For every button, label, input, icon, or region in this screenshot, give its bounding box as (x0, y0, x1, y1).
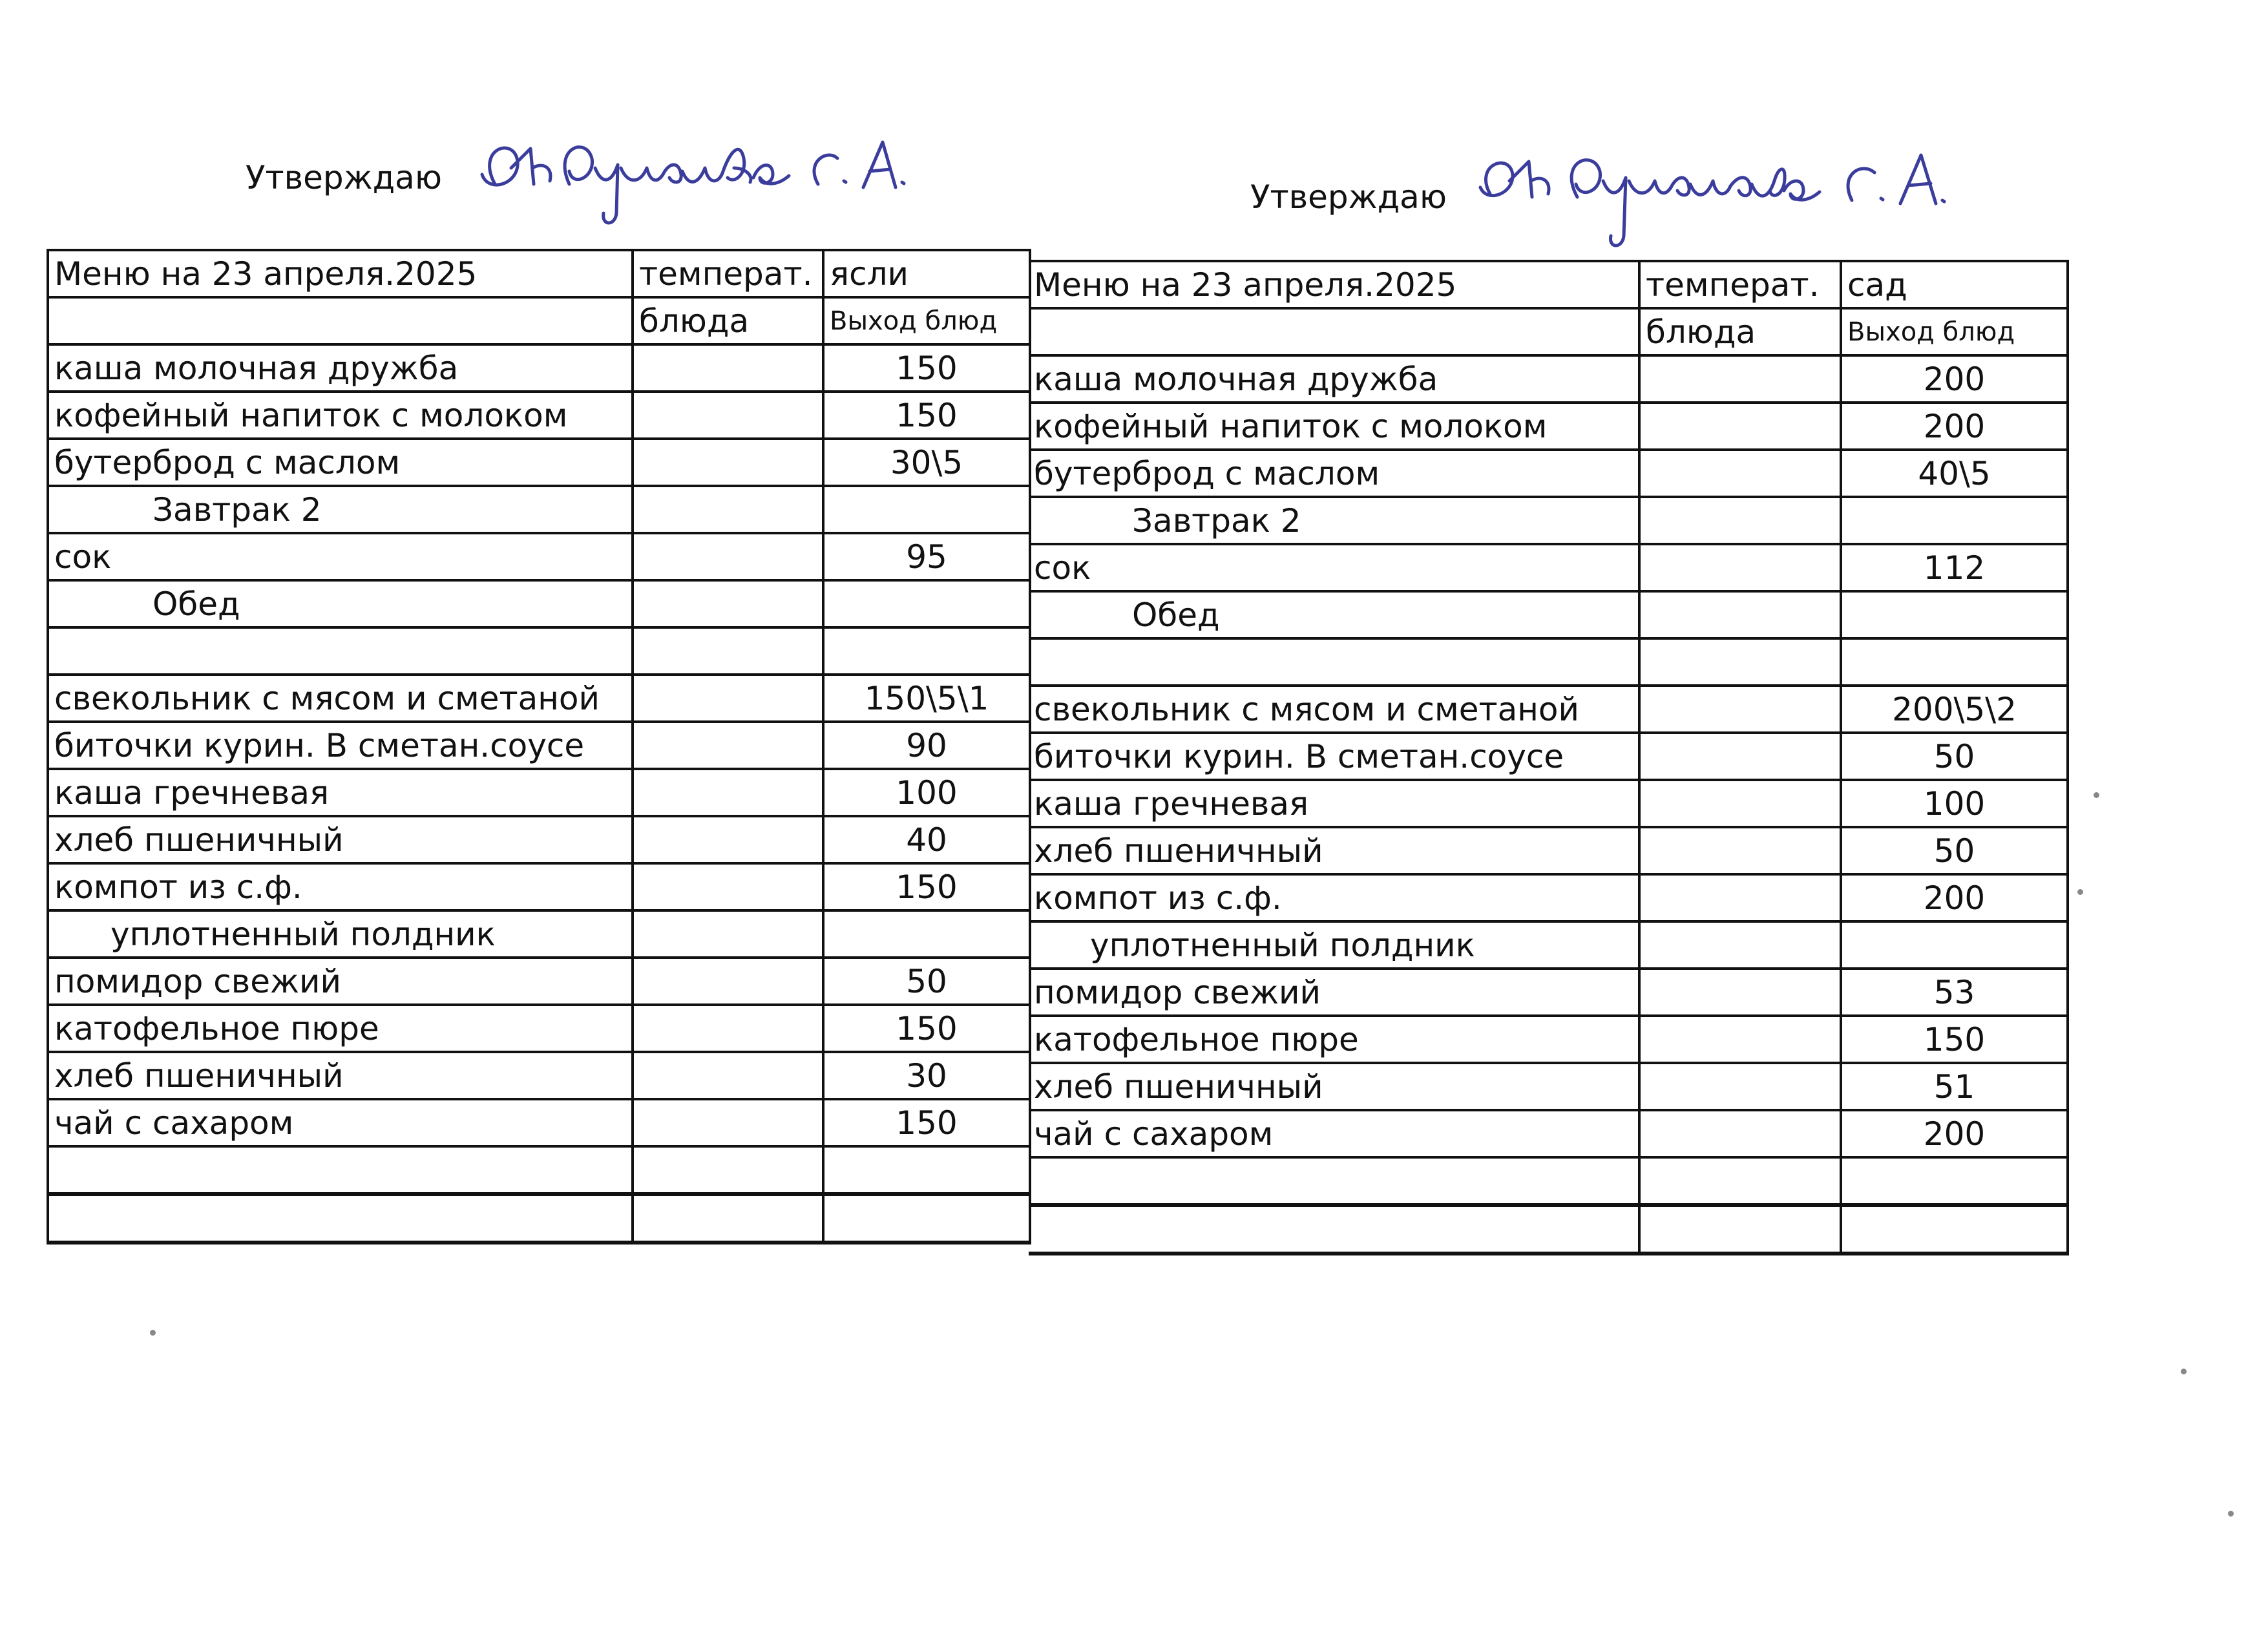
dish-yield: 30 (823, 1052, 1030, 1099)
dish-name: хлеб пшеничный (48, 816, 633, 863)
scan-speck (2228, 1511, 2234, 1517)
table-row (1029, 827, 2068, 874)
dish-name: катофельное пюре (48, 1005, 633, 1052)
dish-temp (1639, 969, 1841, 1016)
table-row (48, 863, 1030, 910)
table-row (1029, 1157, 2068, 1205)
table-row (1029, 1063, 2068, 1110)
dish-yield (1841, 1205, 2068, 1254)
dish-yield: 53 (1841, 969, 2068, 1016)
table-row (48, 675, 1030, 722)
dish-name: помидор свежий (1029, 969, 1639, 1016)
dish-name (48, 627, 633, 675)
dish-name: биточки курин. В сметан.соусе (48, 722, 633, 769)
dish-temp (1639, 780, 1841, 827)
table-row (1029, 780, 2068, 827)
dish-yield (1841, 1157, 2068, 1205)
dish-yield (1841, 591, 2068, 638)
dish-temp (633, 1194, 823, 1243)
table-row (1029, 403, 2068, 450)
table-row (48, 627, 1030, 675)
dish-yield: 90 (823, 722, 1030, 769)
approval-label: Утверждаю (246, 159, 442, 196)
dish-yield: 150 (823, 344, 1030, 392)
table-row (1029, 355, 2068, 403)
dish-yield: 150 (823, 863, 1030, 910)
dish-yield (823, 910, 1030, 958)
table-row (48, 1146, 1030, 1194)
dish-temp (1639, 497, 1841, 544)
signature-left (456, 123, 947, 233)
dish-name: свекольник с мясом и сметаной (1029, 686, 1639, 733)
dish-name: биточки курин. В сметан.соусе (1029, 733, 1639, 780)
dish-name: компот из с.ф. (1029, 874, 1639, 921)
section-title: уплотненный полдник (48, 910, 633, 958)
dish-yield: 100 (1841, 780, 2068, 827)
dish-temp (633, 1099, 823, 1146)
dish-temp (633, 533, 823, 580)
dish-name: хлеб пшеничный (48, 1052, 633, 1099)
dish-temp (633, 392, 823, 439)
dish-temp (633, 439, 823, 486)
temp-header: блюда (1639, 308, 1841, 355)
dish-name: чай с сахаром (1029, 1110, 1639, 1157)
table-row (1029, 1110, 2068, 1157)
dish-yield (823, 627, 1030, 675)
dish-name: свекольник с мясом и сметаной (48, 675, 633, 722)
dish-temp (633, 675, 823, 722)
table-row (1029, 450, 2068, 497)
dish-yield (823, 580, 1030, 627)
table-row (48, 958, 1030, 1005)
table-row (48, 722, 1030, 769)
dish-temp (633, 958, 823, 1005)
dish-temp (633, 769, 823, 816)
dish-yield (1841, 638, 2068, 686)
section-row (48, 486, 1030, 533)
dish-yield: 50 (1841, 733, 2068, 780)
header-row (1029, 308, 2068, 355)
temp-header: блюда (633, 297, 823, 344)
dish-name: катофельное пюре (1029, 1016, 1639, 1063)
table-row (1029, 1205, 2068, 1254)
dish-temp (633, 344, 823, 392)
dish-yield: 150 (823, 1005, 1030, 1052)
dish-name: помидор свежий (48, 958, 633, 1005)
dish-name: компот из с.ф. (48, 863, 633, 910)
table-row (48, 1005, 1030, 1052)
dish-yield: 40 (823, 816, 1030, 863)
dish-temp (1639, 1157, 1841, 1205)
scan-speck (150, 1330, 156, 1336)
dish-name (1029, 1157, 1639, 1205)
table-row (1029, 733, 2068, 780)
table-row (48, 439, 1030, 486)
dish-temp (1639, 686, 1841, 733)
dish-yield: 150 (823, 392, 1030, 439)
dish-temp (1639, 450, 1841, 497)
section-title: Обед (1029, 591, 1639, 638)
table-row (1029, 969, 2068, 1016)
table-row (48, 1194, 1030, 1243)
dish-yield: 200 (1841, 1110, 2068, 1157)
dish-yield: 50 (823, 958, 1030, 1005)
table-row (48, 1099, 1030, 1146)
dish-temp (633, 1052, 823, 1099)
dish-yield: 100 (823, 769, 1030, 816)
signature-right (1461, 139, 1978, 255)
header-row (1029, 261, 2068, 308)
scan-speck (2094, 792, 2099, 798)
dish-temp (633, 722, 823, 769)
dish-name: каша гречневая (48, 769, 633, 816)
dish-name: сок (1029, 544, 1639, 591)
menu-table-kindergarten (1029, 260, 2069, 1255)
dish-temp (1639, 1205, 1841, 1254)
dish-temp (1639, 544, 1841, 591)
dish-temp (633, 1146, 823, 1194)
dish-name: каша молочная дружба (1029, 355, 1639, 403)
dish-yield: 95 (823, 533, 1030, 580)
yield-header: Выход блюд (823, 297, 1030, 344)
dish-yield (1841, 497, 2068, 544)
table-row (1029, 874, 2068, 921)
dish-yield: 51 (1841, 1063, 2068, 1110)
dish-temp (1639, 403, 1841, 450)
dish-name: сок (48, 533, 633, 580)
section-row (48, 910, 1030, 958)
dish-temp (1639, 355, 1841, 403)
dish-name: бутерброд с маслом (48, 439, 633, 486)
temp-header: температ. (1639, 261, 1841, 308)
dish-yield (1841, 921, 2068, 969)
table-row (1029, 1016, 2068, 1063)
dish-temp (633, 863, 823, 910)
dish-yield (823, 1194, 1030, 1243)
table-row (48, 344, 1030, 392)
dish-temp (633, 486, 823, 533)
table-row (48, 392, 1030, 439)
dish-temp (1639, 1016, 1841, 1063)
dish-temp (1639, 591, 1841, 638)
table-row (1029, 544, 2068, 591)
dish-yield: 150 (823, 1099, 1030, 1146)
dish-temp (1639, 1063, 1841, 1110)
approval-label: Утверждаю (1250, 178, 1447, 216)
dish-temp (633, 627, 823, 675)
dish-yield: 200\5\2 (1841, 686, 2068, 733)
group-header: ясли (823, 250, 1030, 297)
section-title: Завтрак 2 (48, 486, 633, 533)
table-row (1029, 638, 2068, 686)
section-title: уплотненный полдник (1029, 921, 1639, 969)
dish-yield: 200 (1841, 355, 2068, 403)
section-row (1029, 921, 2068, 969)
scan-speck (2181, 1369, 2187, 1374)
dish-temp (633, 1005, 823, 1052)
approval-left (246, 123, 947, 233)
dish-temp (633, 910, 823, 958)
menu-table-nursery (47, 249, 1031, 1245)
empty-cell (48, 297, 633, 344)
dish-yield: 200 (1841, 403, 2068, 450)
dish-yield: 112 (1841, 544, 2068, 591)
section-title: Завтрак 2 (1029, 497, 1639, 544)
table-row (48, 533, 1030, 580)
temp-header: температ. (633, 250, 823, 297)
dish-name (48, 1146, 633, 1194)
section-row (1029, 591, 2068, 638)
section-row (1029, 497, 2068, 544)
dish-temp (1639, 874, 1841, 921)
section-title: Обед (48, 580, 633, 627)
dish-name (48, 1194, 633, 1243)
dish-yield: 150\5\1 (823, 675, 1030, 722)
dish-name: каша молочная дружба (48, 344, 633, 392)
dish-name (1029, 638, 1639, 686)
empty-cell (1029, 308, 1639, 355)
yield-header: Выход блюд (1841, 308, 2068, 355)
dish-name: кофейный напиток с молоком (48, 392, 633, 439)
dish-temp (1639, 1110, 1841, 1157)
group-header: сад (1841, 261, 2068, 308)
section-row (48, 580, 1030, 627)
dish-name: бутерброд с маслом (1029, 450, 1639, 497)
dish-yield: 200 (1841, 874, 2068, 921)
table-row (1029, 686, 2068, 733)
dish-temp (1639, 921, 1841, 969)
dish-name: чай с сахаром (48, 1099, 633, 1146)
dish-yield: 40\5 (1841, 450, 2068, 497)
menu-title: Меню на 23 апреля.2025 (48, 250, 633, 297)
dish-name: кофейный напиток с молоком (1029, 403, 1639, 450)
dish-temp (633, 816, 823, 863)
dish-name (1029, 1205, 1639, 1254)
table-row (48, 816, 1030, 863)
dish-yield: 150 (1841, 1016, 2068, 1063)
dish-temp (1639, 638, 1841, 686)
dish-yield: 50 (1841, 827, 2068, 874)
scan-speck (2077, 889, 2083, 895)
dish-name: каша гречневая (1029, 780, 1639, 827)
dish-temp (633, 580, 823, 627)
menu-title: Меню на 23 апреля.2025 (1029, 261, 1639, 308)
dish-temp (1639, 733, 1841, 780)
table-row (48, 1052, 1030, 1099)
dish-yield: 30\5 (823, 439, 1030, 486)
header-row (48, 250, 1030, 297)
approval-right (1250, 139, 1978, 255)
dish-name: хлеб пшеничный (1029, 1063, 1639, 1110)
dish-yield (823, 1146, 1030, 1194)
table-row (48, 769, 1030, 816)
header-row (48, 297, 1030, 344)
dish-yield (823, 486, 1030, 533)
dish-temp (1639, 827, 1841, 874)
dish-name: хлеб пшеничный (1029, 827, 1639, 874)
